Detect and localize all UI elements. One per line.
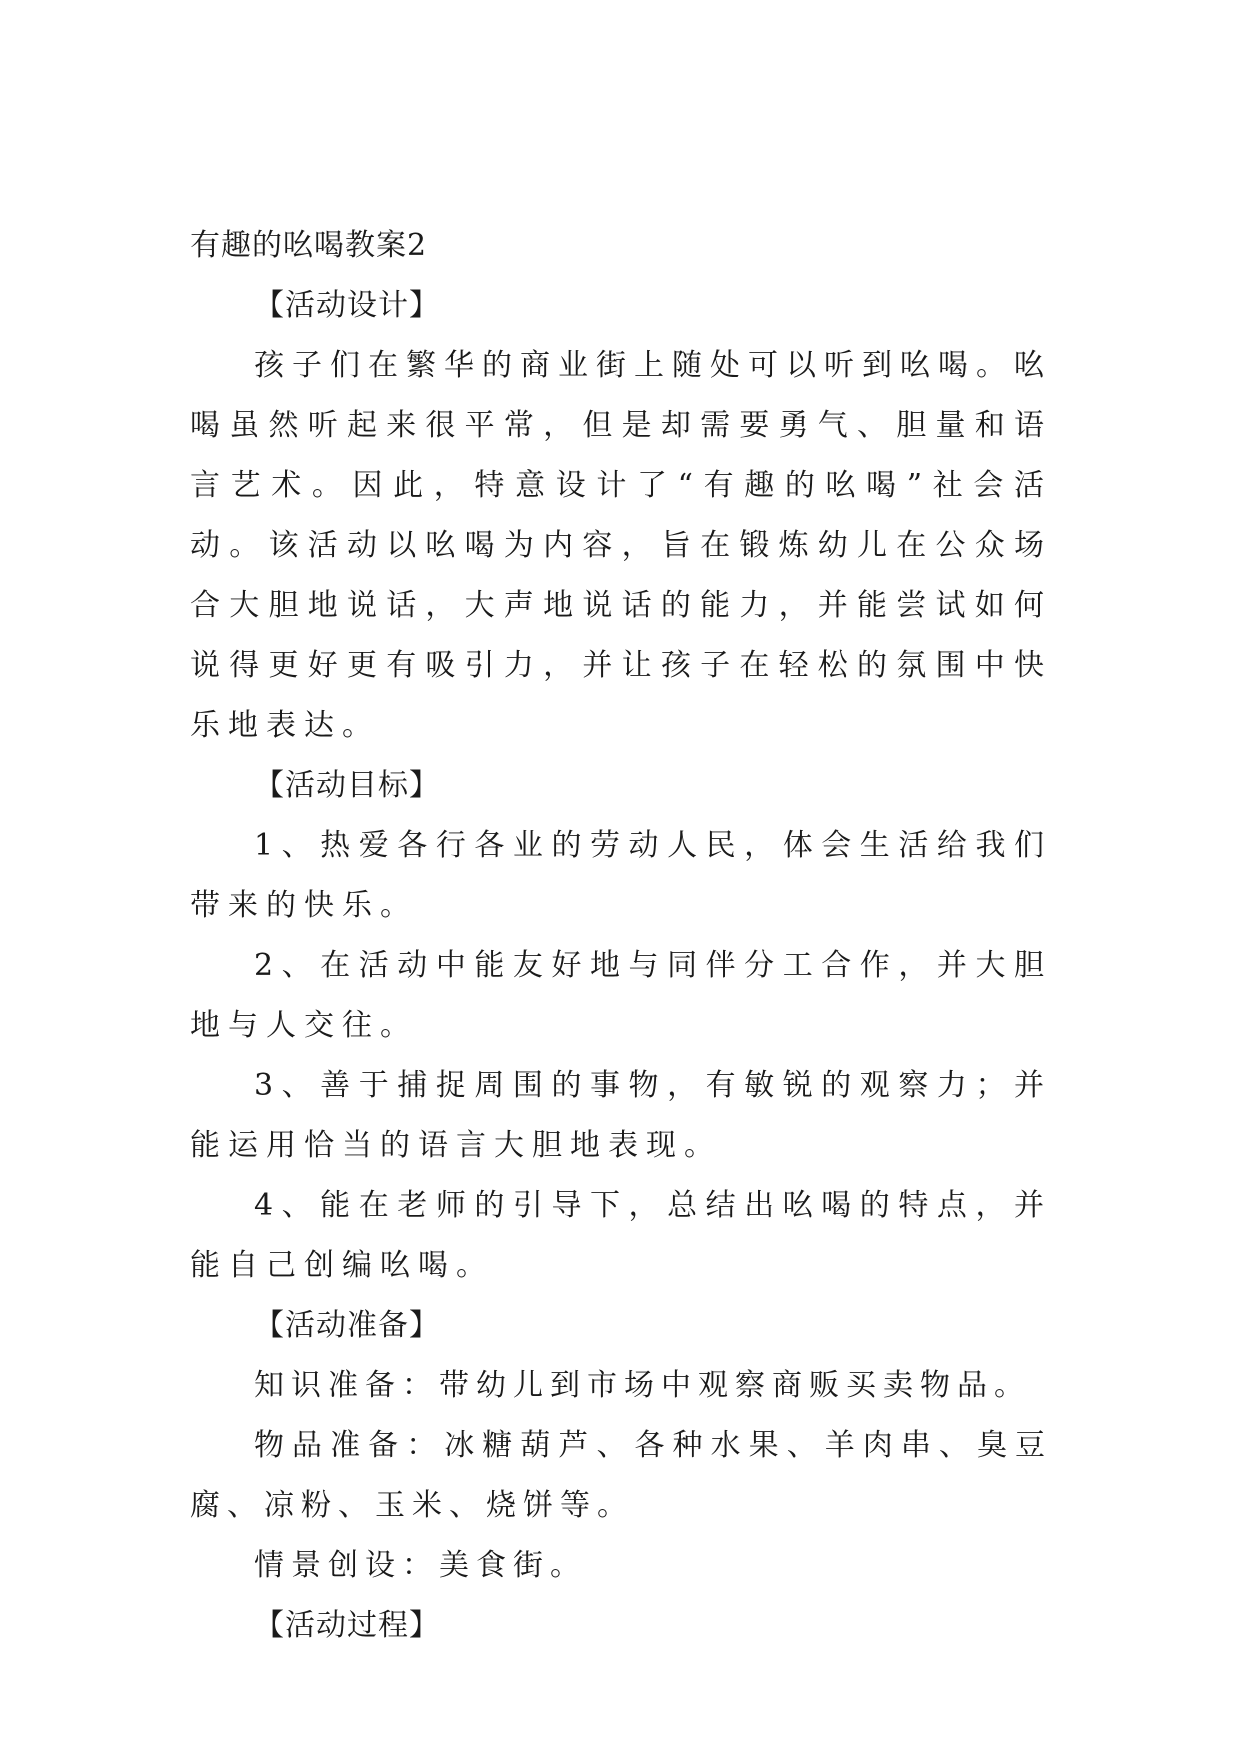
section-heading-process: 【活动过程】 <box>254 1608 440 1643</box>
goal-item-2: 2、在活动中能友好地与同伴分工合作，并大胆地与人交往。 <box>190 948 1052 1043</box>
goal-item-3: 3、善于捕捉周围的事物，有敏锐的观察力；并能运用恰当的语言大胆地表现。 <box>190 1068 1052 1163</box>
prep-item-scene: 情景创设：美食街。 <box>254 1548 587 1583</box>
prep-item-materials: 物品准备：冰糖葫芦、各种水果、羊肉串、臭豆腐、凉粉、玉米、烧饼等。 <box>190 1428 1052 1523</box>
document-page <box>190 216 1052 1656</box>
goal-item-1: 1、热爱各行各业的劳动人民，体会生活给我们带来的快乐。 <box>190 828 1052 923</box>
section-heading-design: 【活动设计】 <box>254 288 440 323</box>
section-heading-goals: 【活动目标】 <box>254 768 440 803</box>
design-paragraph: 孩子们在繁华的商业街上随处可以听到吆喝。吆喝虽然听起来很平常，但是却需要勇气、胆量和语言艺术。因此，特意设计了“有趣的吆喝”社会活动。该活动以吆喝为内容，旨在锻炼幼儿在公众场合大胆地说话，大声地说话的能力，并能尝试如何说得更好更有吸引力，并让孩子在轻松的氛围中快乐地表达。 <box>190 348 1052 743</box>
document-title: 有趣的吆喝教案2 <box>190 228 428 263</box>
section-heading-preparation: 【活动准备】 <box>254 1308 440 1343</box>
prep-item-knowledge: 知识准备：带幼儿到市场中观察商贩买卖物品。 <box>254 1368 1031 1403</box>
goal-item-4: 4、能在老师的引导下，总结出吆喝的特点，并能自己创编吆喝。 <box>190 1188 1052 1283</box>
